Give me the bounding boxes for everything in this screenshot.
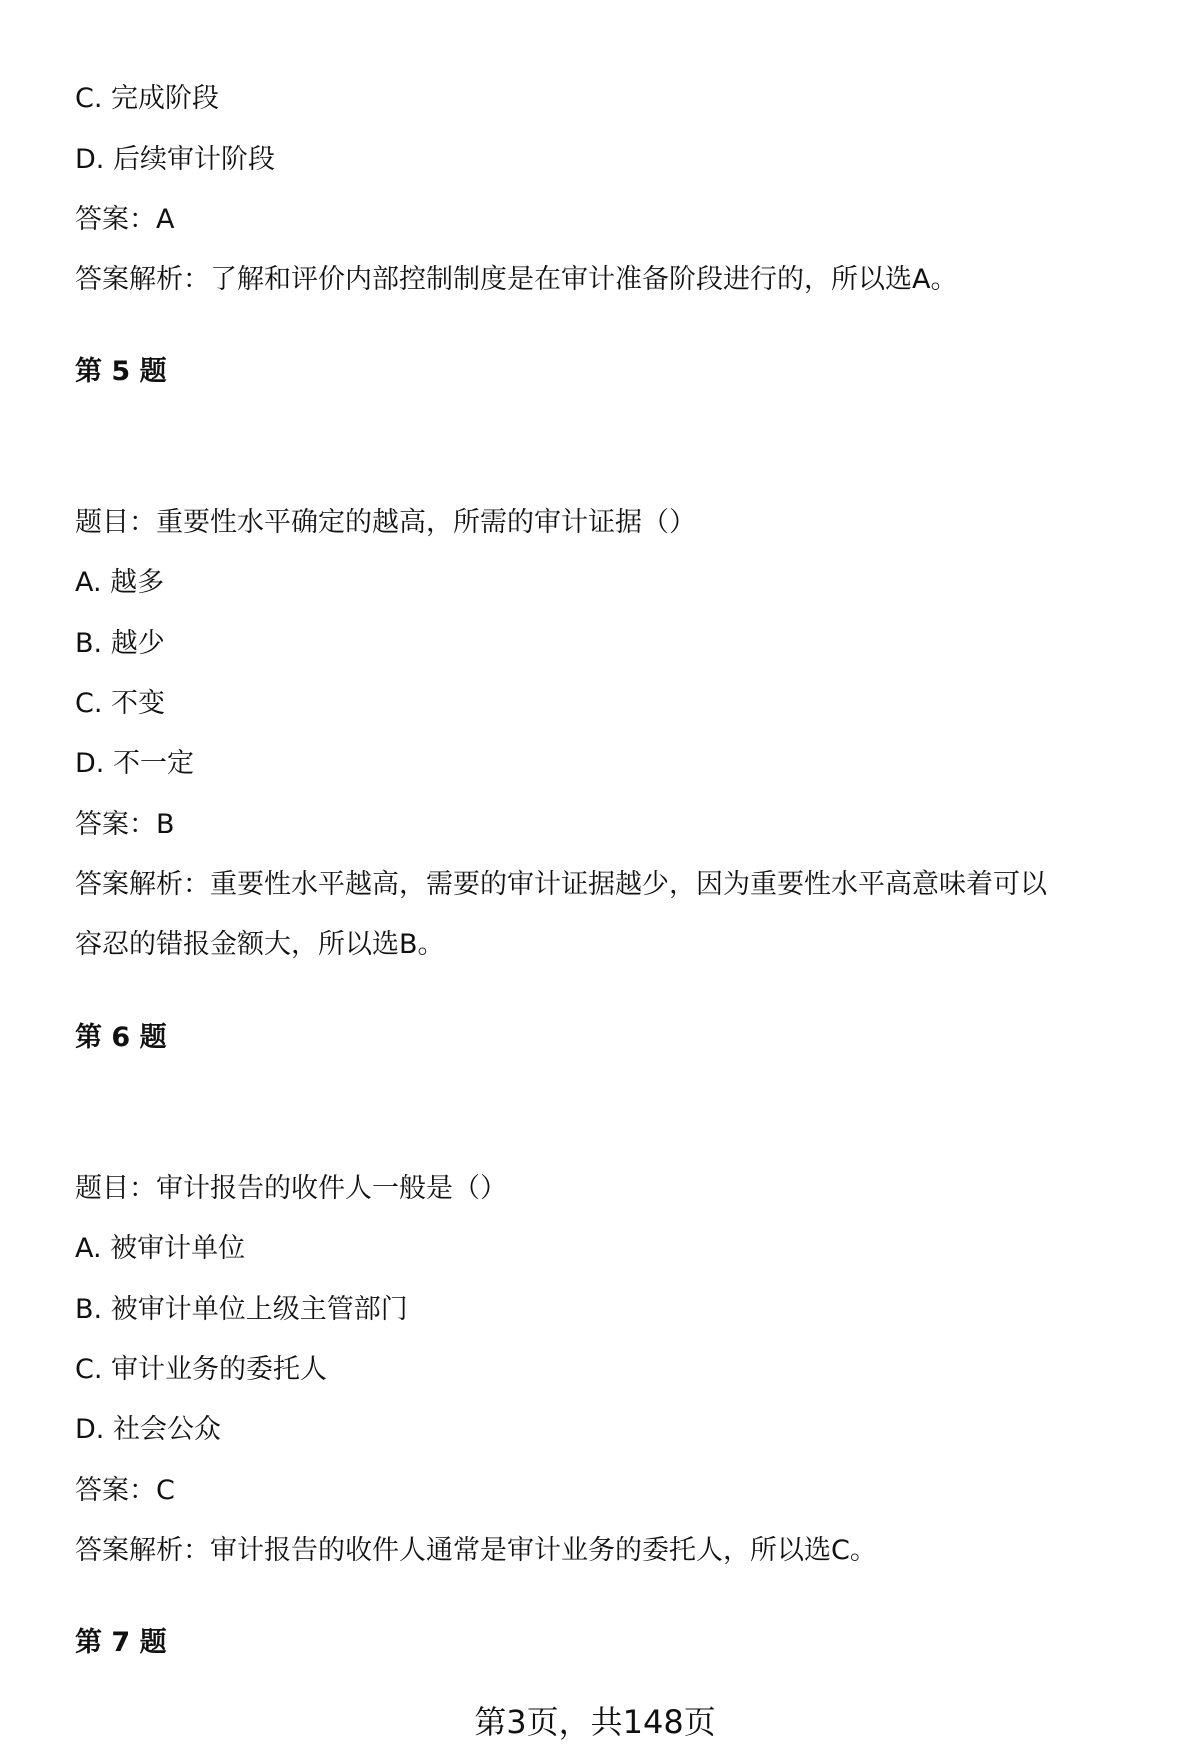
q5-option-d: D. 不一定 (75, 748, 194, 779)
q6-heading: 第 6 题 (75, 1022, 167, 1053)
q6-explanation: 答案解析：审计报告的收件人通常是审计业务的委托人，所以选C。 (75, 1535, 877, 1566)
q5-explanation-line2: 容忍的错报金额大，所以选B。 (75, 929, 445, 960)
q5-option-a: A. 越多 (75, 567, 165, 598)
q4-explanation: 答案解析：了解和评价内部控制制度是在审计准备阶段进行的，所以选A。 (75, 264, 958, 295)
q4-option-d: D. 后续审计阶段 (75, 144, 275, 175)
q5-question: 题目：重要性水平确定的越高，所需的审计证据（） (75, 507, 696, 538)
q5-option-c: C. 不变 (75, 688, 166, 719)
q6-answer: 答案：C (75, 1475, 175, 1506)
q5-answer: 答案：B (75, 809, 175, 840)
page-indicator: 第3页，共148页 (474, 1703, 716, 1741)
q4-option-c: C. 完成阶段 (75, 83, 220, 114)
q6-option-d: D. 社会公众 (75, 1414, 221, 1445)
q4-answer: 答案：A (75, 204, 175, 235)
q6-option-c: C. 审计业务的委托人 (75, 1354, 328, 1385)
q6-question: 题目：审计报告的收件人一般是（） (75, 1173, 507, 1204)
q7-heading: 第 7 题 (75, 1627, 167, 1658)
q6-option-b: B. 被审计单位上级主管部门 (75, 1294, 408, 1325)
q5-heading: 第 5 题 (75, 356, 167, 387)
q6-option-a: A. 被审计单位 (75, 1233, 246, 1264)
q5-explanation-line1: 答案解析：重要性水平越高，需要的审计证据越少，因为重要性水平高意味着可以 (75, 869, 1047, 900)
q5-option-b: B. 越少 (75, 628, 165, 659)
